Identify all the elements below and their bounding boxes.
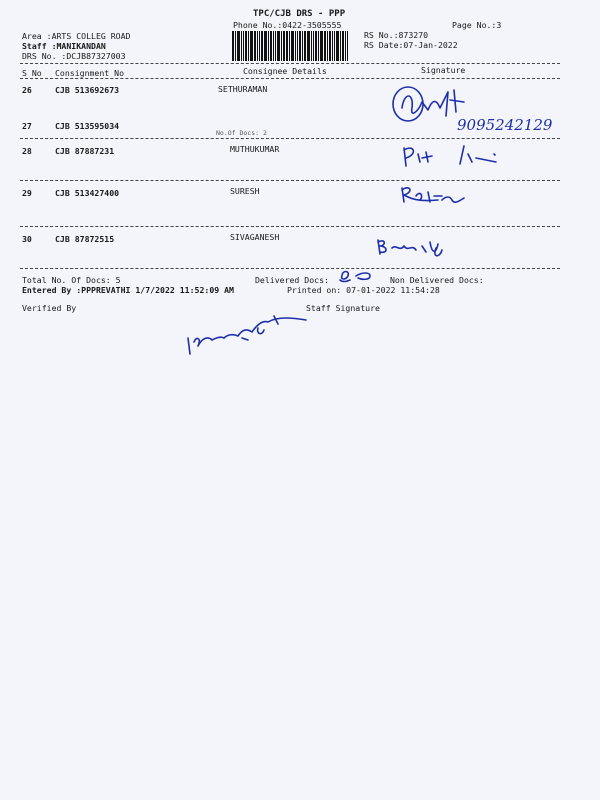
divider [20,226,560,227]
row-doc-count: No.Of Docs: 2 [216,129,267,137]
signature-row-30 [374,234,454,258]
signature-row-28 [398,140,508,172]
divider [20,63,560,64]
row-consignee: SETHURAMAN [218,84,268,94]
page-number: Page No.:3 [452,20,502,30]
row-consignment: CJB 513427400 [55,188,120,198]
row-consignment: CJB 513692673 [55,85,120,95]
verified-by-signature [182,308,312,360]
row-consignment: CJB 513595034 [55,121,120,131]
delivered-docs-label: Delivered Docs: [255,275,329,285]
row-sno: 30 [22,234,32,244]
signature-row-29 [398,182,478,208]
row-consignment: CJB 87872515 [55,234,115,244]
document-title: TPC/CJB DRS - PPP [253,9,346,19]
entered-by: Entered By :PPPREVATHI 1/7/2022 11:52:09 AM [22,285,234,295]
rs-number: RS No.:873270 [364,30,429,40]
row-consignee: SIVAGANESH [230,232,280,242]
row-sno: 29 [22,188,32,198]
staff-signature-label: Staff Signature [306,303,380,313]
handwritten-delivered-count [338,268,374,284]
handwritten-phone [455,112,565,136]
svg-text:9095242129: 9095242129 [457,116,553,134]
staff-label: Staff :MANIKANDAN [22,41,106,51]
total-docs: Total No. Of Docs: 5 [22,275,121,285]
drs-number: DRS No. :DCJB87327003 [22,51,126,61]
row-sno: 28 [22,146,32,156]
barcode [232,31,357,61]
col-header-consignment: Consignment No [55,68,125,78]
divider [20,78,560,79]
area-label: Area :ARTS COLLEG ROAD [22,31,131,41]
phone-number: Phone No.:0422-3505555 [233,20,342,30]
row-consignee: MUTHUKUMAR [230,144,280,154]
col-header-consignee: Consignee Details [243,66,327,76]
divider [20,180,560,181]
printed-on: Printed on: 07-01-2022 11:54:28 [287,285,440,295]
row-consignment: CJB 87887231 [55,146,115,156]
col-header-signature: Signature [421,65,466,75]
col-header-sno: S No [22,68,42,78]
rs-date: RS Date:07-Jan-2022 [364,40,458,50]
divider [20,268,560,269]
verified-by: Verified By [22,303,77,313]
non-delivered-docs-label: Non Delivered Docs: [390,275,484,285]
row-sno: 27 [22,121,32,131]
row-consignee: SURESH [230,186,260,196]
row-sno: 26 [22,85,32,95]
